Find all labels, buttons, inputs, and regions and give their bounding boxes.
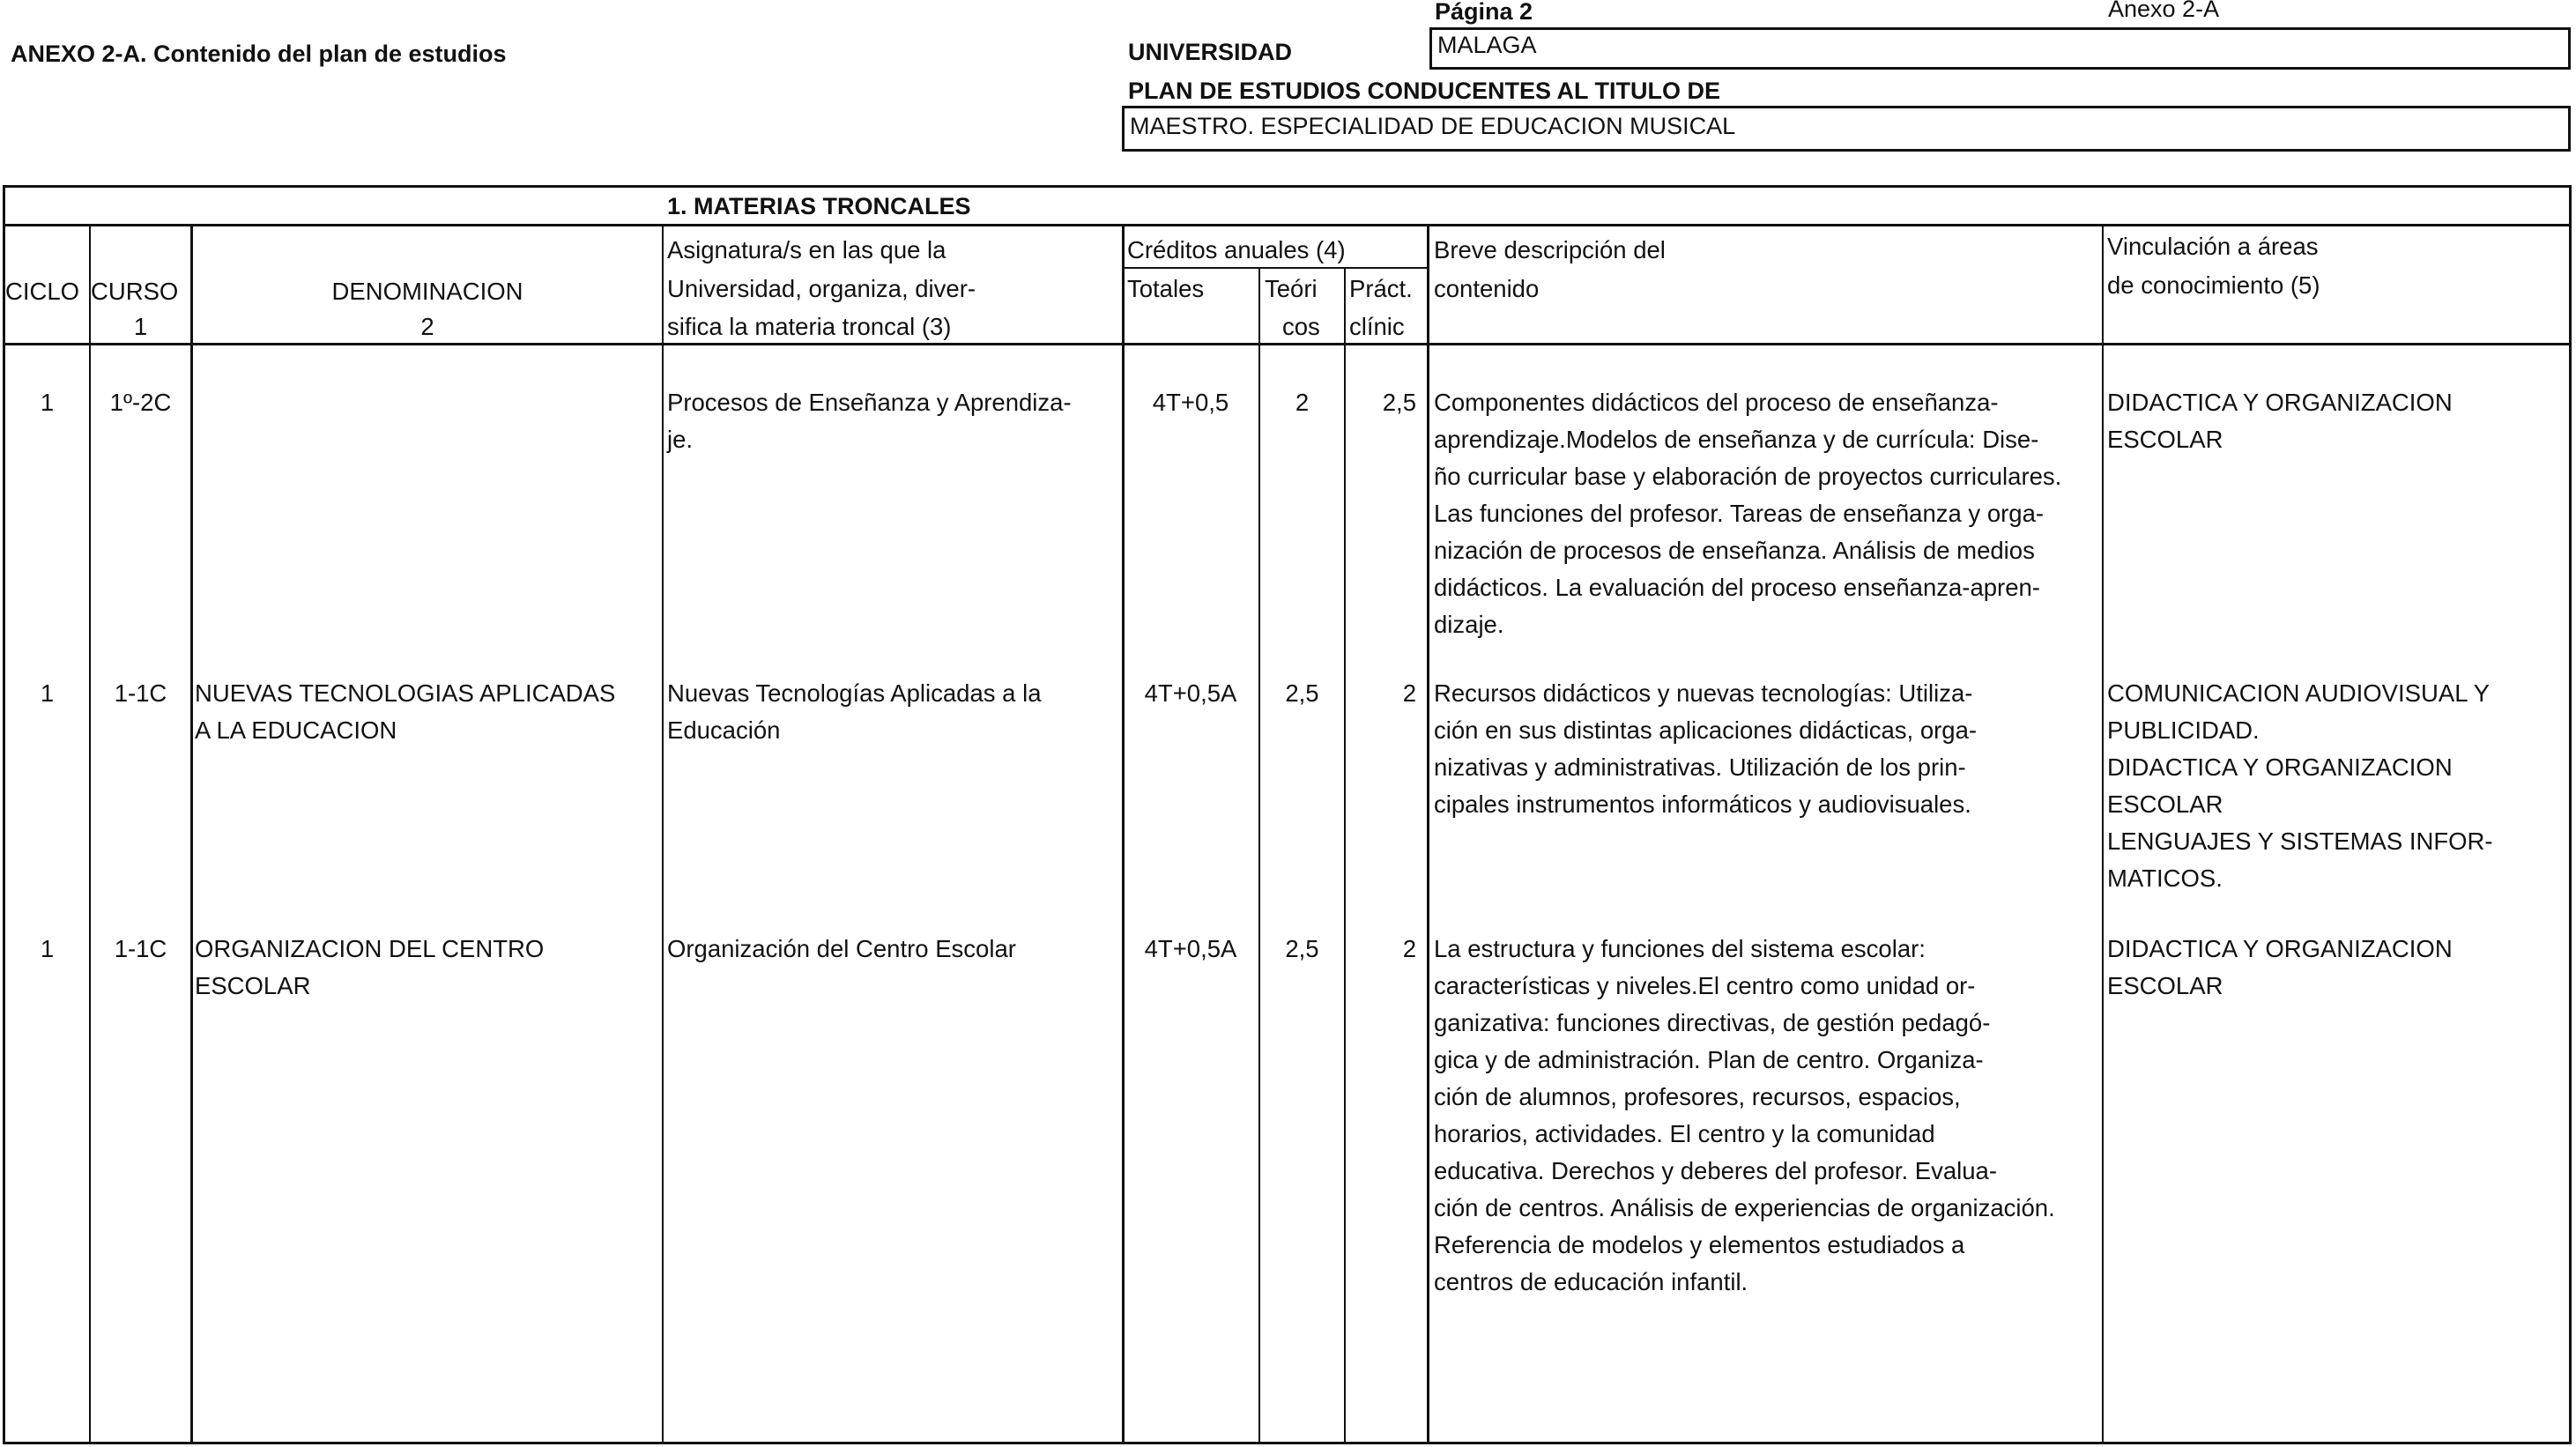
col-header-descripcion-line2: contenido bbox=[1434, 275, 1540, 302]
col-divider-creditos bbox=[1427, 226, 1429, 1443]
cell-practicos: 2,5 bbox=[1382, 389, 1416, 416]
cell-ciclo: 1 bbox=[40, 389, 55, 416]
col-header-creditos: Créditos anuales (4) bbox=[1127, 236, 1346, 263]
cell-descripcion bbox=[1434, 384, 2102, 643]
cell-denominacion bbox=[195, 675, 662, 749]
cell-vinculacion bbox=[2107, 384, 2567, 458]
cell-asignatura-line: Educación bbox=[667, 716, 781, 744]
col-divider-descripcion bbox=[2102, 226, 2104, 1443]
cell-vinculacion-line: ESCOLAR bbox=[2107, 790, 2223, 818]
col-header-denominacion: DENOMINACION bbox=[331, 278, 523, 305]
cell-denominacion bbox=[195, 931, 662, 1005]
cell-descripcion-line: nización de procesos de enseñanza. Análisis de medios bbox=[1434, 537, 2035, 564]
table-border-top bbox=[3, 185, 2572, 188]
universidad-label: UNIVERSIDAD bbox=[1128, 39, 1293, 65]
cell-descripcion-line: Componentes didácticos del proceso de enseñanza- bbox=[1434, 389, 1999, 416]
col-header-asignatura-line3: sifica la materia troncal (3) bbox=[667, 313, 952, 340]
cell-asignatura bbox=[667, 384, 1122, 458]
cell-descripcion-line: ción de centros. Análisis de experiencias de organización. bbox=[1434, 1194, 2055, 1221]
cell-vinculacion bbox=[2107, 675, 2567, 897]
section-title-divider bbox=[3, 224, 2572, 226]
col-divider-denominacion bbox=[662, 226, 664, 1443]
cell-totales: 4T+0,5A bbox=[1144, 935, 1237, 962]
col-header-asignatura-line1: Asignatura/s en las que la bbox=[667, 236, 947, 263]
cell-descripcion-line: centros de educación infantil. bbox=[1434, 1268, 1748, 1295]
col-header-vinculacion-line2: de conocimiento (5) bbox=[2107, 271, 2320, 299]
cell-ciclo: 1 bbox=[40, 679, 55, 707]
col-header-curso: CURSO bbox=[91, 278, 179, 305]
universidad-field: MALAGA bbox=[1429, 27, 2571, 70]
titulo-field: MAESTRO. ESPECIALIDAD DE EDUCACION MUSICAL bbox=[1122, 106, 2571, 152]
table-border-bottom bbox=[3, 1442, 2572, 1444]
col-header-practicos-line1: Práct. bbox=[1349, 275, 1413, 302]
cell-descripcion bbox=[1434, 931, 2102, 1301]
cell-descripcion-line: Referencia de modelos y elementos estudiados a bbox=[1434, 1231, 1965, 1258]
cell-asignatura bbox=[667, 675, 1122, 749]
cell-descripcion-line: La estructura y funciones del sistema escolar: bbox=[1434, 935, 1926, 962]
annex-title: ANEXO 2-A. Contenido del plan de estudios bbox=[11, 41, 507, 67]
col-header-descripcion-line1: Breve descripción del bbox=[1434, 236, 1666, 263]
cell-asignatura-line: je. bbox=[667, 426, 694, 453]
col-divider-totales bbox=[1258, 269, 1260, 1443]
cell-totales: 4T+0,5A bbox=[1144, 679, 1237, 707]
plan-label: PLAN DE ESTUDIOS CONDUCENTES AL TITULO DE bbox=[1128, 78, 1721, 104]
cell-totales: 4T+0,5 bbox=[1152, 389, 1229, 416]
cell-asignatura bbox=[667, 931, 1122, 968]
cell-denominacion-line: ORGANIZACION DEL CENTRO bbox=[195, 935, 545, 962]
cell-denominacion-line: ESCOLAR bbox=[195, 972, 311, 999]
cell-curso: 1º-2C bbox=[109, 389, 172, 416]
cell-vinculacion bbox=[2107, 931, 2567, 1005]
section-title: 1. MATERIAS TRONCALES bbox=[667, 193, 971, 219]
cell-vinculacion-line: MATICOS. bbox=[2107, 864, 2223, 892]
cell-descripcion-line: nizativas y administrativas. Utilización de los prin- bbox=[1434, 753, 1966, 781]
cell-vinculacion-line: PUBLICIDAD. bbox=[2107, 716, 2260, 744]
cell-descripcion-line: educativa. Derechos y deberes del profesor. Evalua- bbox=[1434, 1157, 1997, 1184]
cell-asignatura-line: Nuevas Tecnologías Aplicadas a la bbox=[667, 679, 1042, 707]
cell-vinculacion-line: LENGUAJES Y SISTEMAS INFOR- bbox=[2107, 827, 2493, 855]
col-header-teoricos-line2: cos bbox=[1282, 313, 1320, 340]
cell-practicos: 2 bbox=[1402, 935, 1416, 962]
cell-descripcion-line: Recursos didácticos y nuevas tecnologías: Utiliza- bbox=[1434, 679, 1973, 707]
cell-teoricos: 2,5 bbox=[1285, 935, 1319, 962]
cell-vinculacion-line: DIDACTICA Y ORGANIZACION bbox=[2107, 389, 2453, 416]
cell-practicos: 2 bbox=[1402, 679, 1416, 707]
cell-ciclo: 1 bbox=[40, 935, 55, 962]
cell-asignatura-line: Organización del Centro Escolar bbox=[667, 935, 1016, 962]
cell-descripcion-line: características y niveles.El centro como unidad or- bbox=[1434, 972, 1976, 999]
cell-teoricos: 2,5 bbox=[1285, 679, 1319, 707]
col-header-ciclo: CICLO bbox=[5, 278, 80, 305]
cell-vinculacion-line: DIDACTICA Y ORGANIZACION bbox=[2107, 753, 2453, 781]
cell-denominacion-line: NUEVAS TECNOLOGIAS APLICADAS bbox=[195, 679, 616, 707]
cell-teoricos: 2 bbox=[1295, 389, 1310, 416]
cell-descripcion-line: gica y de administración. Plan de centro. Organiza- bbox=[1434, 1046, 1984, 1073]
cell-denominacion-line: A LA EDUCACION bbox=[195, 716, 397, 744]
cell-descripcion-line: dizaje. bbox=[1434, 611, 1504, 638]
cell-descripcion-line: didácticos. La evaluación del proceso enseñanza-apren- bbox=[1434, 574, 2040, 601]
cell-descripcion-line: ción de alumnos, profesores, recursos, espacios, bbox=[1434, 1083, 1961, 1110]
col-header-denominacion-num: 2 bbox=[420, 313, 434, 340]
col-header-asignatura-line2: Universidad, organiza, diver- bbox=[667, 275, 976, 302]
cell-descripcion-line: cipales instrumentos informáticos y audiovisuales. bbox=[1434, 790, 1971, 818]
table-border-right bbox=[2569, 185, 2572, 1444]
cell-descripcion-line: aprendizaje.Modelos de enseñanza y de currícula: Dise- bbox=[1434, 426, 2039, 453]
col-header-vinculacion-line1: Vinculación a áreas bbox=[2107, 233, 2319, 260]
col-header-totales: Totales bbox=[1127, 275, 1205, 302]
cell-vinculacion-line: ESCOLAR bbox=[2107, 426, 2223, 453]
cell-descripcion bbox=[1434, 675, 2102, 823]
col-header-practicos-line2: clínic bbox=[1349, 313, 1405, 340]
annex-reference: Anexo 2-A bbox=[2108, 0, 2220, 22]
col-header-curso-num: 1 bbox=[133, 313, 148, 340]
cell-descripcion-line: Las funciones del profesor. Tareas de enseñanza y orga- bbox=[1434, 500, 2045, 527]
table-border-left bbox=[3, 185, 5, 1444]
cell-descripcion-line: ganizativa: funciones directivas, de gestión pedagó- bbox=[1434, 1009, 1991, 1036]
col-header-teoricos-line1: Teóri bbox=[1265, 275, 1318, 302]
cell-asignatura-line: Procesos de Enseñanza y Aprendiza- bbox=[667, 389, 1072, 416]
cell-descripcion-line: horarios, actividades. El centro y la comunidad bbox=[1434, 1120, 1935, 1147]
cell-vinculacion-line: COMUNICACION AUDIOVISUAL Y bbox=[2107, 679, 2490, 707]
cell-descripcion-line: ción en sus distintas aplicaciones didácticas, orga- bbox=[1434, 716, 1978, 744]
cell-descripcion-line: ño curricular base y elaboración de proyectos curriculares. bbox=[1434, 463, 2062, 490]
cell-vinculacion-line: DIDACTICA Y ORGANIZACION bbox=[2107, 935, 2453, 962]
cell-curso: 1-1C bbox=[114, 935, 167, 962]
page-number: Página 2 bbox=[1435, 0, 1533, 25]
col-divider-teoricos bbox=[1344, 269, 1346, 1443]
cell-curso: 1-1C bbox=[114, 679, 167, 707]
col-divider-curso bbox=[190, 226, 193, 1443]
cell-vinculacion-line: ESCOLAR bbox=[2107, 972, 2223, 999]
